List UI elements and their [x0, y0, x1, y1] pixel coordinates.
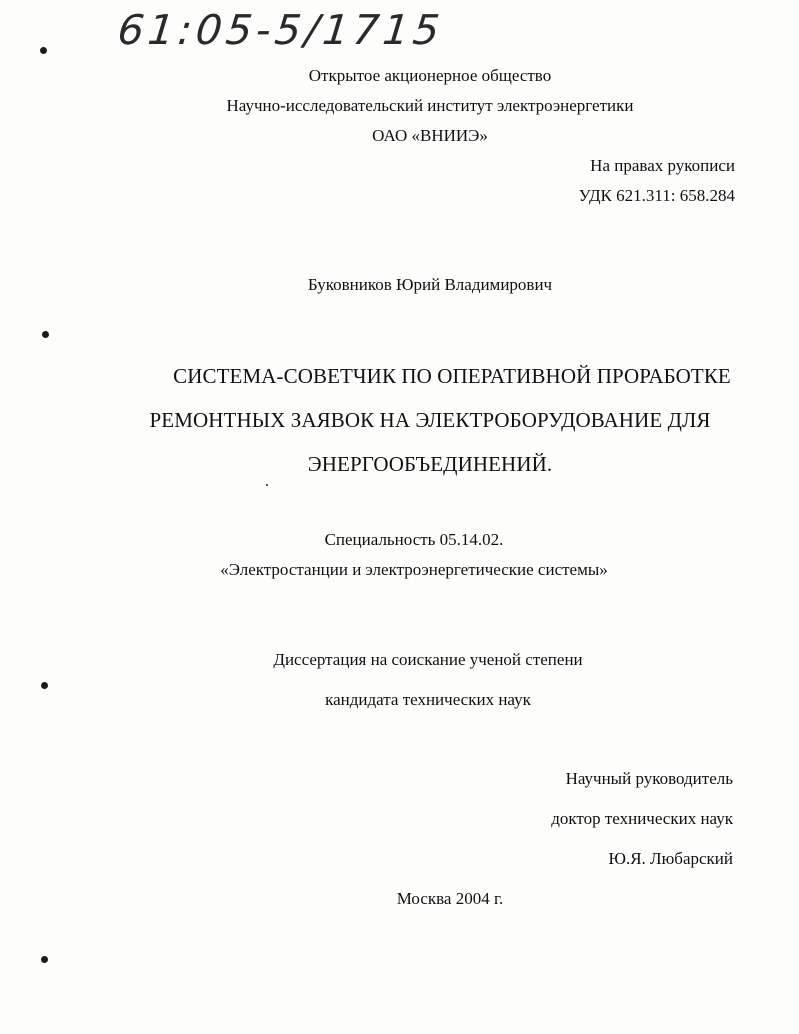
punch-hole-dot [40, 47, 47, 54]
supervisor-name: Ю.Я. Любарский [608, 849, 733, 868]
supervisor-degree: доктор технических наук [551, 809, 733, 828]
specialty-name: «Электростанции и электроэнергетические системы» [220, 560, 608, 579]
supervisor-role: Научный руководитель [565, 769, 733, 788]
punch-hole-dot [41, 682, 48, 689]
specialty-code: Специальность 05.14.02. [324, 530, 504, 549]
scan-speck [266, 484, 268, 486]
author-name: Буковников Юрий Владимирович [307, 275, 553, 294]
archive-number-handwritten: 61:05-5/1715 [115, 6, 446, 54]
degree-line-2: кандидата технических наук [325, 690, 531, 709]
degree-line-1: Диссертация на соискание ученой степени [273, 650, 583, 669]
thesis-title-line-2: РЕМОНТНЫХ ЗАЯВОК НА ЭЛЕКТРОБОРУДОВАНИЕ ДЛЯ [149, 408, 711, 432]
punch-hole-dot [42, 331, 49, 338]
udk-code: УДК 621.311: 658.284 [578, 186, 735, 205]
organization-line-3: ОАО «ВНИИЭ» [372, 126, 488, 145]
place-and-year: Москва 2004 г. [396, 889, 504, 908]
organization-line-1: Открытое акционерное общество [308, 66, 552, 85]
organization-line-2: Научно-исследовательский институт электроэнергетики [226, 96, 634, 115]
thesis-title-line-1: СИСТЕМА-СОВЕТЧИК ПО ОПЕРАТИВНОЙ ПРОРАБОТКЕ [173, 364, 731, 388]
manuscript-rights: На правах рукописи [590, 156, 735, 175]
punch-hole-dot [41, 956, 48, 963]
thesis-title-line-3: ЭНЕРГООБЪЕДИНЕНИЙ. [307, 452, 553, 476]
